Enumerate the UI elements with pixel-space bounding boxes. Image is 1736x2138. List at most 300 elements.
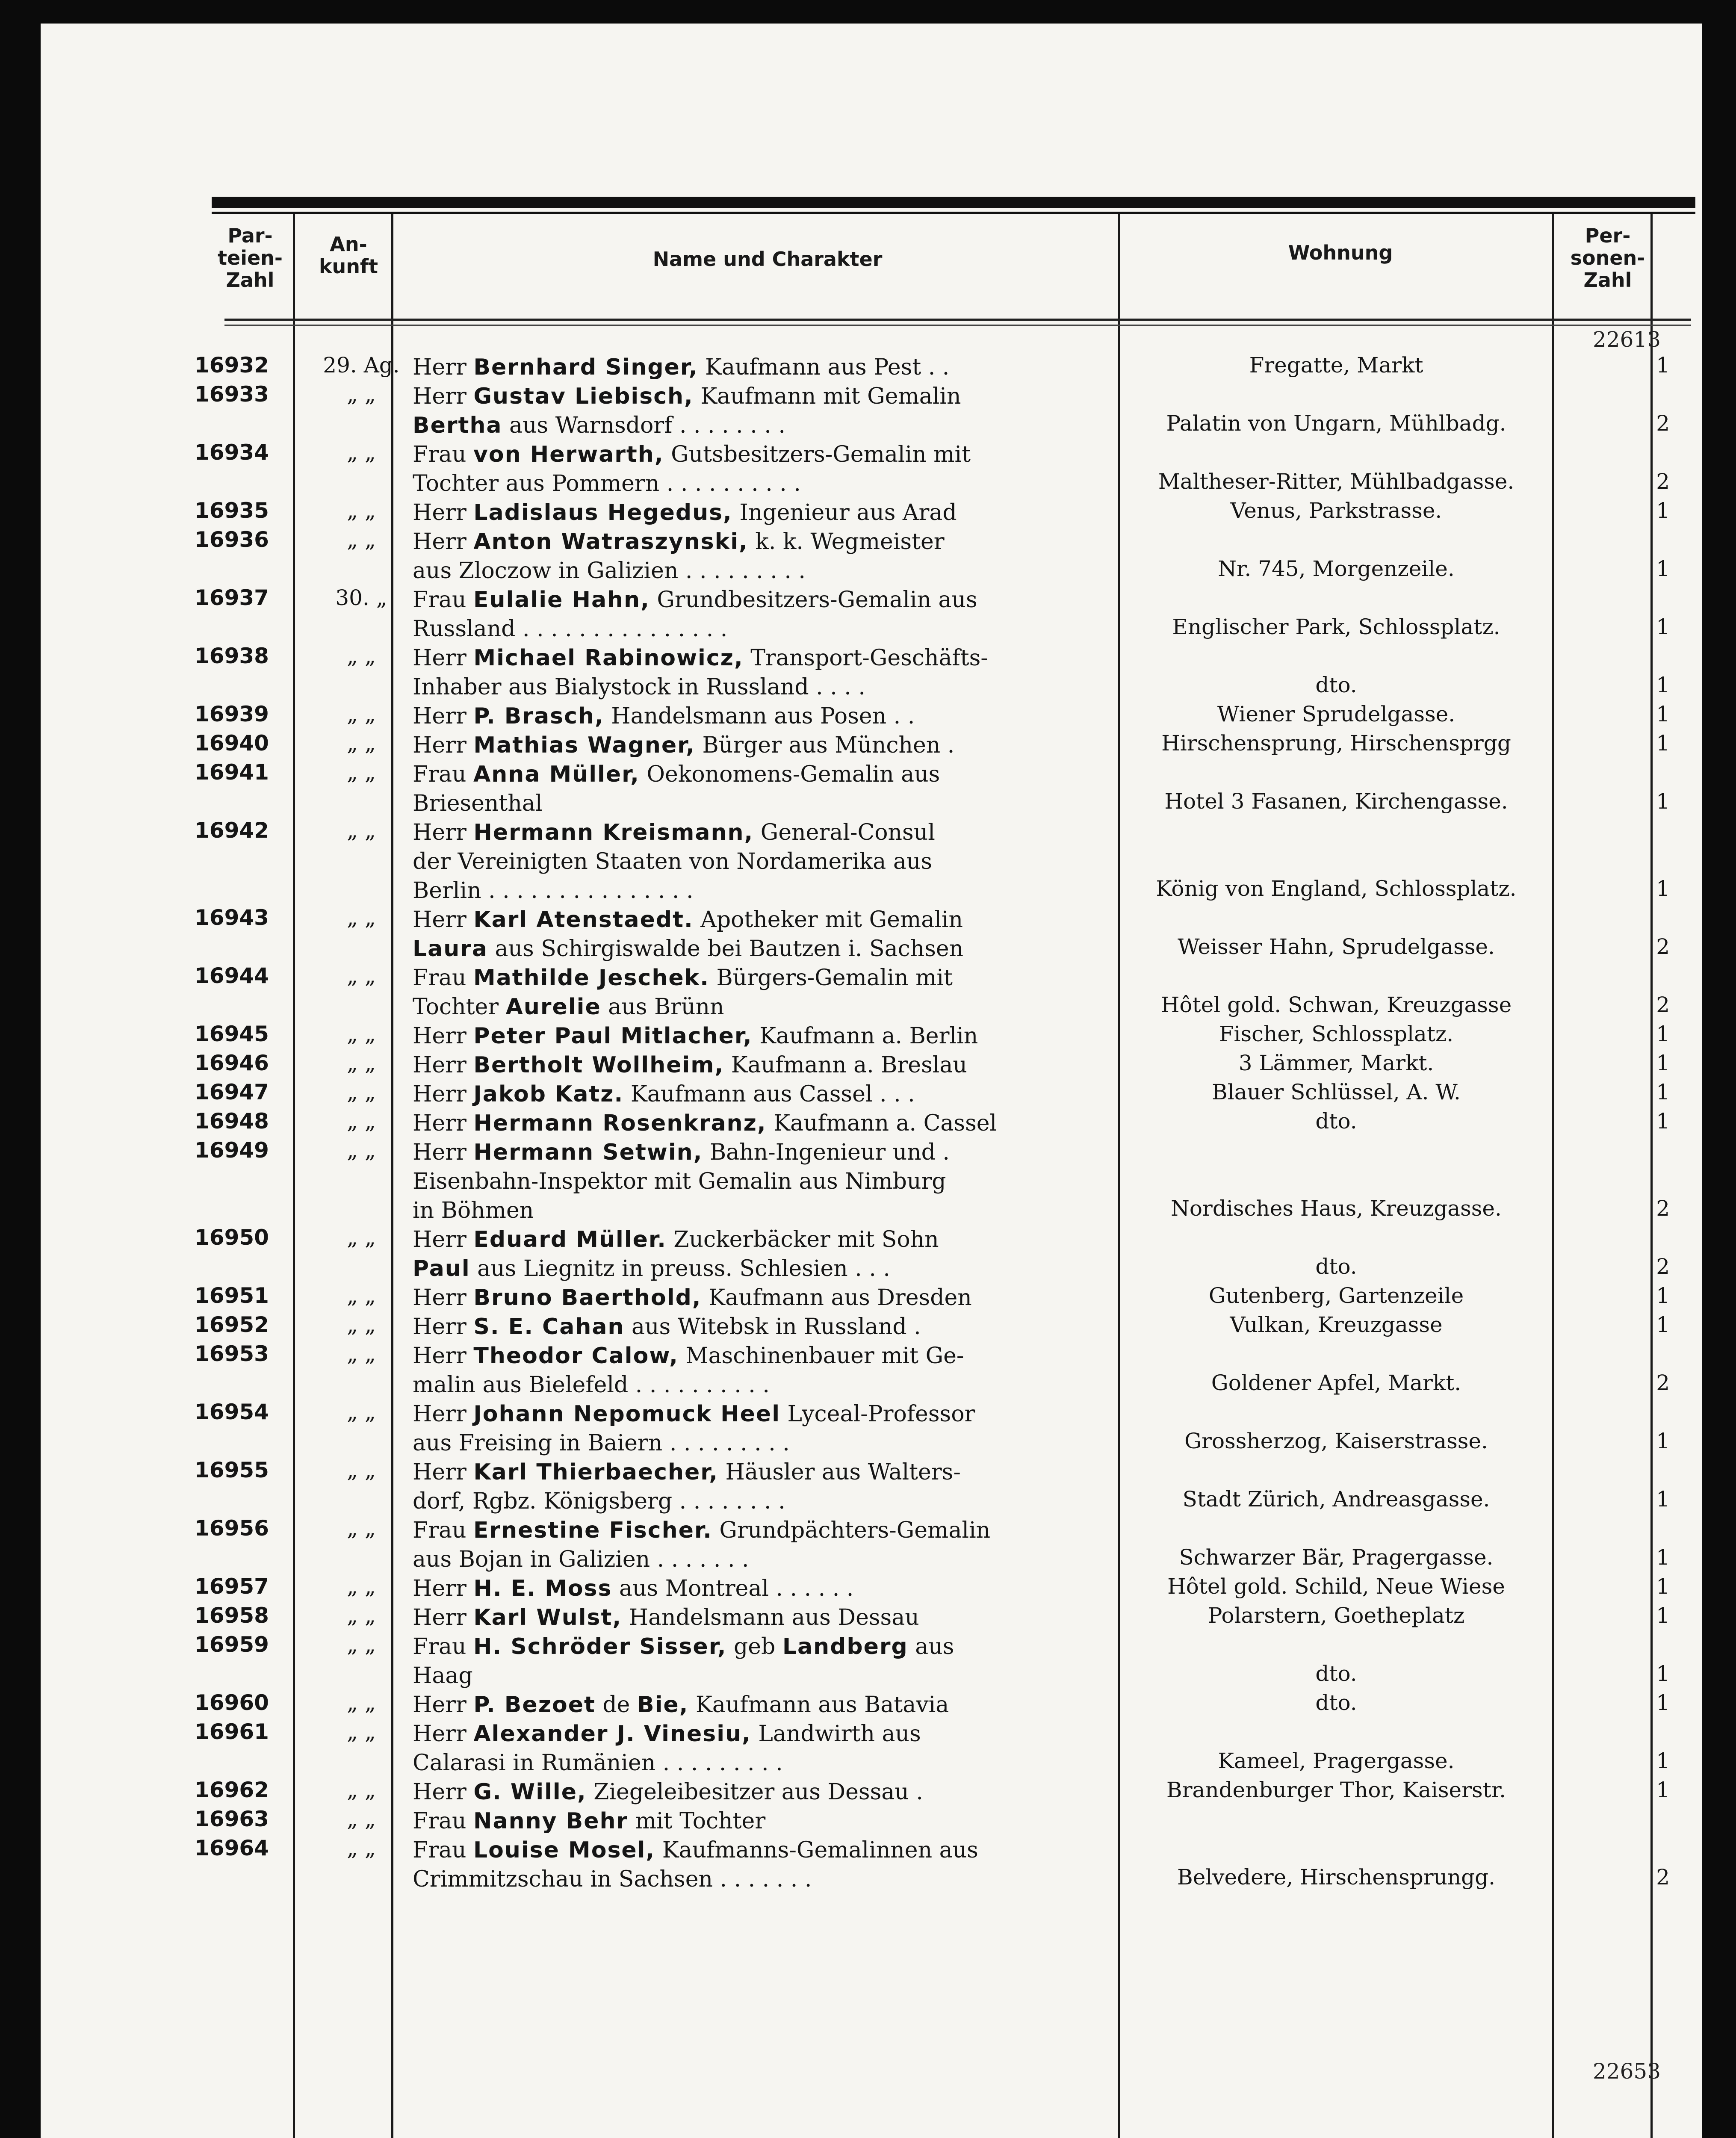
ledger-row — [41, 382, 1702, 440]
residence: Englischer Park, Schlossplatz. — [1172, 614, 1500, 639]
arrival-date: „ „ — [347, 1312, 376, 1337]
description: Kaufmann aus Pest . . — [698, 354, 950, 380]
residence: dto. — [1315, 1109, 1357, 1134]
name-line — [413, 905, 1142, 934]
title: Frau — [413, 1808, 473, 1834]
name-and-character — [413, 1225, 1142, 1283]
title: Frau — [413, 587, 473, 613]
description: Kaufmann a. Breslau — [724, 1052, 967, 1078]
header-persons: Per-sonen-Zahl — [1570, 224, 1645, 292]
person-name: Johann Nepomuck Heel — [473, 1401, 781, 1427]
persons-count: 1 — [1656, 1022, 1670, 1046]
title: Frau — [413, 965, 473, 991]
title: Frau — [413, 442, 473, 467]
arrival-date: „ „ — [347, 644, 376, 668]
party-number: 16951 — [195, 1283, 269, 1308]
title: Frau — [413, 1634, 473, 1660]
party-number: 16948 — [195, 1109, 269, 1134]
person-name: Mathias Wagner, — [473, 732, 695, 758]
description: aus Liegnitz in preuss. Schlesien . . . — [470, 1256, 890, 1282]
residence: dto. — [1315, 1690, 1357, 1715]
person-name: Michael Rabinowicz, — [473, 645, 744, 671]
description: Calarasi in Rumänien . . . . . . . . . — [413, 1750, 783, 1776]
description: Kaufmann aus Dresden — [701, 1285, 972, 1311]
name-line — [413, 1778, 1142, 1807]
arrival-date: 29. Ag. — [323, 353, 400, 378]
person-name: Mathilde Jeschek. — [473, 965, 709, 991]
name-line — [413, 556, 1142, 585]
description: Bahn-Ingenieur und . — [703, 1140, 950, 1165]
name-and-character — [413, 527, 1142, 585]
ledger-row — [41, 905, 1702, 963]
ledger-row — [41, 1836, 1702, 1894]
person-name: Eduard Müller. — [473, 1227, 667, 1252]
name-and-character — [413, 963, 1142, 1022]
title: Herr — [413, 384, 474, 409]
arrival-date: „ „ — [347, 1138, 376, 1163]
name-line — [413, 1487, 1142, 1516]
name-line — [413, 382, 1142, 411]
description: k. k. Wegmeister — [748, 529, 945, 555]
arrival-date: „ „ — [347, 963, 376, 988]
description: General-Consul — [753, 820, 935, 845]
persons-count: 1 — [1656, 1283, 1670, 1308]
title: Herr — [413, 1343, 474, 1369]
persons-count: 1 — [1656, 498, 1670, 523]
description: Eisenbahn-Inspektor mit Gemalin aus Nimburg — [413, 1169, 946, 1194]
name-line — [413, 1312, 1142, 1341]
description: Häusler aus Walters- — [718, 1459, 961, 1485]
description: Ziegeleibesitzer aus Dessau . — [586, 1779, 923, 1805]
name-line — [413, 1574, 1142, 1603]
party-number: 16958 — [195, 1603, 269, 1628]
name-line — [413, 644, 1142, 673]
persons-count: 2 — [1656, 934, 1670, 959]
description: aus Montreal . . . . . . — [612, 1576, 854, 1601]
description: Grundbesitzers-Gemalin aus — [650, 587, 977, 613]
title: Frau — [413, 1837, 473, 1863]
person-name: Jakob Katz. — [473, 1081, 624, 1107]
name-and-character — [413, 1400, 1142, 1458]
party-number: 16937 — [195, 585, 269, 610]
residence: Wiener Sprudelgasse. — [1217, 702, 1456, 726]
residence: dto. — [1315, 1254, 1357, 1279]
description: aus Brünn — [601, 994, 724, 1020]
persons-count: 1 — [1656, 702, 1670, 726]
arrival-date: 30. „ — [335, 585, 387, 610]
header-rule — [224, 319, 1691, 321]
person-name: Hermann Kreismann, — [473, 820, 754, 845]
description: mit Tochter — [628, 1808, 766, 1834]
person-name: Bertholt Wollheim, — [473, 1052, 724, 1078]
person-name: Aurelie — [505, 994, 601, 1020]
residence: Stadt Zürich, Andreasgasse. — [1182, 1487, 1490, 1512]
name-line — [413, 440, 1142, 469]
name-line — [413, 1836, 1142, 1865]
title: Herr — [413, 1285, 474, 1311]
persons-count: 1 — [1656, 1080, 1670, 1104]
persons-count: 1 — [1656, 1429, 1670, 1453]
persons-count: 1 — [1656, 1574, 1670, 1599]
ledger-row — [41, 1400, 1702, 1458]
arrival-date: „ „ — [347, 498, 376, 523]
ledger-row — [41, 1341, 1702, 1400]
arrival-date: „ „ — [347, 1574, 376, 1599]
description: Kaufmann mit Gemalin — [693, 384, 961, 409]
title: Herr — [413, 1110, 474, 1136]
title: Frau — [413, 762, 473, 787]
title: Herr — [413, 1576, 474, 1601]
person-name: Nanny Behr — [473, 1808, 629, 1834]
ledger-row — [41, 498, 1702, 527]
title: Herr — [413, 1081, 474, 1107]
party-number: 16934 — [195, 440, 269, 465]
header-name: Name und Charakter — [652, 248, 883, 271]
party-number: 16957 — [195, 1574, 269, 1599]
ledger-row — [41, 1312, 1702, 1341]
arrival-date: „ „ — [347, 440, 376, 465]
persons-count: 2 — [1656, 992, 1670, 1017]
arrival-date: „ „ — [347, 1341, 376, 1366]
ledger-row — [41, 702, 1702, 731]
name-line — [413, 731, 1142, 760]
description: aus — [908, 1634, 954, 1660]
description: Inhaber aus Bialystock in Russland . . . . — [413, 674, 865, 700]
arrival-date: „ „ — [347, 1690, 376, 1715]
header-party-no: Par-teien-Zahl — [218, 224, 283, 292]
carry-in-total: 22613 — [1593, 327, 1661, 352]
description: Gutsbesitzers-Gemalin mit — [664, 442, 971, 467]
person-name: von Herwarth, — [473, 442, 664, 467]
arrival-date: „ „ — [347, 382, 376, 407]
name-line — [413, 1719, 1142, 1748]
ledger-row — [41, 644, 1702, 702]
name-line — [413, 963, 1142, 992]
description: Kaufmann a. Cassel — [766, 1110, 997, 1136]
party-number: 16932 — [195, 353, 269, 378]
title: Herr — [413, 1779, 474, 1805]
arrival-date: „ „ — [347, 702, 376, 726]
title: Herr — [413, 1692, 474, 1718]
arrival-date: „ „ — [347, 818, 376, 843]
name-line — [413, 1225, 1142, 1254]
name-line — [413, 1254, 1142, 1283]
name-line — [413, 1748, 1142, 1778]
ledger-row — [41, 353, 1702, 382]
name-and-character — [413, 731, 1142, 760]
party-number: 16961 — [195, 1719, 269, 1744]
residence: Palatin von Ungarn, Mühlbadg. — [1166, 411, 1506, 436]
name-and-character — [413, 1632, 1142, 1690]
party-number: 16940 — [195, 731, 269, 756]
description: dorf, Rgbz. Königsberg . . . . . . . . — [413, 1488, 785, 1514]
title: Herr — [413, 1721, 474, 1747]
party-number: 16963 — [195, 1807, 269, 1831]
top-rule-thin — [212, 212, 1695, 214]
description: Kaufmanns-Gemalinnen aus — [655, 1837, 978, 1863]
party-number: 16944 — [195, 963, 269, 988]
residence: Goldener Apfel, Markt. — [1211, 1370, 1461, 1395]
title: Herr — [413, 354, 474, 380]
arrival-date: „ „ — [347, 760, 376, 785]
name-and-character — [413, 1778, 1142, 1807]
ledger-row — [41, 1719, 1702, 1778]
persons-count: 1 — [1656, 731, 1670, 756]
persons-count: 2 — [1656, 411, 1670, 436]
name-and-character — [413, 1516, 1142, 1574]
description: Kaufmann aus Cassel . . . — [623, 1081, 915, 1107]
persons-count: 1 — [1656, 673, 1670, 697]
description — [630, 1692, 637, 1718]
persons-count: 2 — [1656, 1865, 1670, 1890]
name-line — [413, 1109, 1142, 1138]
title: Herr — [413, 1401, 474, 1427]
residence: Fischer, Schlossplatz. — [1219, 1022, 1454, 1046]
persons-count: 2 — [1656, 1370, 1670, 1395]
name-and-character — [413, 1836, 1142, 1894]
persons-count: 1 — [1656, 1690, 1670, 1715]
person-name: Eulalie Hahn, — [473, 587, 650, 613]
person-name: Karl Wulst, — [473, 1605, 622, 1630]
residence: Maltheser-Ritter, Mühlbadgasse. — [1158, 469, 1515, 494]
party-number: 16943 — [195, 905, 269, 930]
person-name: Laura — [413, 936, 488, 962]
description: Bürger aus München . — [695, 732, 955, 758]
person-name: Hermann Setwin, — [473, 1140, 703, 1165]
person-name: Ladislaus Hegedus, — [473, 500, 732, 526]
ledger-row — [41, 818, 1702, 905]
ledger-row — [41, 1778, 1702, 1807]
party-number: 16935 — [195, 498, 269, 523]
name-and-character — [413, 1719, 1142, 1778]
name-line — [413, 1865, 1142, 1894]
name-and-character — [413, 1109, 1142, 1138]
name-and-character — [413, 585, 1142, 644]
name-and-character — [413, 1458, 1142, 1516]
person-name: Anton Watraszynski, — [473, 529, 748, 555]
ledger-row — [41, 1080, 1702, 1109]
arrival-date: „ „ — [347, 1836, 376, 1860]
title: Herr — [413, 732, 474, 758]
person-name: Theodor Calow, — [473, 1343, 679, 1369]
person-name: H. E. Moss — [473, 1576, 612, 1601]
name-line — [413, 1283, 1142, 1312]
residence: Hirschensprung, Hirschensprgg — [1161, 731, 1511, 756]
name-line — [413, 847, 1142, 876]
residence: Brandenburger Thor, Kaiserstr. — [1166, 1778, 1506, 1802]
residence: Nordisches Haus, Kreuzgasse. — [1171, 1196, 1502, 1221]
persons-count: 2 — [1656, 1254, 1670, 1279]
name-line — [413, 1632, 1142, 1661]
name-line — [413, 1429, 1142, 1458]
name-line — [413, 1545, 1142, 1574]
title: Herr — [413, 907, 474, 933]
title: Herr — [413, 1140, 474, 1165]
name-and-character — [413, 1312, 1142, 1341]
party-number: 16959 — [195, 1632, 269, 1657]
person-name: S. E. Cahan — [473, 1314, 625, 1340]
name-and-character — [413, 1574, 1142, 1603]
residence: Hôtel gold. Schwan, Kreuzgasse — [1160, 992, 1512, 1017]
name-line — [413, 1370, 1142, 1400]
persons-count: 1 — [1656, 556, 1670, 581]
party-number: 16939 — [195, 702, 269, 726]
name-line — [413, 527, 1142, 556]
residence: Grossherzog, Kaiserstrasse. — [1184, 1429, 1488, 1453]
title: Herr — [413, 500, 474, 526]
persons-count: 1 — [1656, 1487, 1670, 1512]
ledger-row — [41, 963, 1702, 1022]
name-and-character — [413, 1051, 1142, 1080]
party-number: 16946 — [195, 1051, 269, 1075]
name-line — [413, 1022, 1142, 1051]
arrival-date: „ „ — [347, 1022, 376, 1046]
persons-count: 1 — [1656, 1545, 1670, 1570]
ledger-row — [41, 1109, 1702, 1138]
persons-count: 1 — [1656, 1778, 1670, 1802]
residence: Gutenberg, Gartenzeile — [1208, 1283, 1464, 1308]
name-line — [413, 934, 1142, 963]
arrival-date: „ „ — [347, 1516, 376, 1541]
name-and-character — [413, 353, 1142, 382]
ledger-row — [41, 1283, 1702, 1312]
name-line — [413, 1341, 1142, 1370]
name-and-character — [413, 818, 1142, 905]
arrival-date: „ „ — [347, 1225, 376, 1250]
name-line — [413, 1138, 1142, 1167]
name-line — [413, 992, 1142, 1022]
description: Ingenieur aus Arad — [732, 500, 957, 526]
arrival-date: „ „ — [347, 1603, 376, 1628]
carry-out-total: 22653 — [1593, 2059, 1661, 2084]
party-number: 16950 — [195, 1225, 269, 1250]
title: Herr — [413, 1227, 474, 1252]
description — [775, 1634, 782, 1660]
persons-count: 1 — [1656, 1748, 1670, 1773]
arrival-date: „ „ — [347, 905, 376, 930]
header-rule-thin — [224, 325, 1691, 326]
description: aus Freising in Baiern . . . . . . . . . — [413, 1430, 790, 1456]
ledger-row — [41, 1516, 1702, 1574]
top-rule — [212, 197, 1695, 208]
person-name: Karl Thierbaecher, — [473, 1459, 719, 1485]
party-number: 16945 — [195, 1022, 269, 1046]
name-line — [413, 353, 1142, 382]
person-name: Landberg — [782, 1634, 908, 1660]
person-name: Paul — [413, 1256, 470, 1282]
person-name: Bertha — [413, 413, 502, 438]
description: Apotheker mit Gemalin — [693, 907, 963, 933]
description: Kaufmann a. Berlin — [752, 1023, 978, 1049]
name-line — [413, 760, 1142, 789]
name-line — [413, 1458, 1142, 1487]
name-line — [413, 411, 1142, 440]
title: Herr — [413, 645, 474, 671]
persons-count: 1 — [1656, 614, 1670, 639]
ledger-row — [41, 1690, 1702, 1719]
arrival-date: „ „ — [347, 1080, 376, 1104]
name-line — [413, 585, 1142, 614]
name-line — [413, 498, 1142, 527]
arrival-date: „ „ — [347, 1807, 376, 1831]
party-number: 16955 — [195, 1458, 269, 1482]
persons-count: 1 — [1656, 876, 1670, 901]
party-number: 16933 — [195, 382, 269, 407]
name-line — [413, 818, 1142, 847]
party-number: 16954 — [195, 1400, 269, 1424]
party-number: 16962 — [195, 1778, 269, 1802]
party-number: 16941 — [195, 760, 269, 785]
arrival-date: „ „ — [347, 731, 376, 756]
residence: Fregatte, Markt — [1249, 353, 1423, 378]
name-and-character — [413, 1283, 1142, 1312]
description: der Vereinigten Staaten von Nordamerika aus — [413, 849, 933, 874]
description: Tochter aus Pommern . . . . . . . . . . — [413, 471, 801, 496]
person-name: P. Brasch, — [473, 703, 604, 729]
residence: 3 Lämmer, Markt. — [1238, 1051, 1434, 1075]
name-and-character — [413, 1603, 1142, 1632]
description: Grundpächters-Gemalin — [712, 1518, 991, 1543]
person-name: H. Schröder Sisser, — [473, 1634, 727, 1660]
residence: Nr. 745, Morgenzeile. — [1218, 556, 1455, 581]
name-line — [413, 1661, 1142, 1690]
name-line — [413, 876, 1142, 905]
arrival-date: „ „ — [347, 1283, 376, 1308]
header-arrival: An-kunft — [319, 233, 378, 278]
residence: Hotel 3 Fasanen, Kirchengasse. — [1164, 789, 1508, 814]
person-name: Anna Müller, — [473, 762, 640, 787]
ledger-row — [41, 440, 1702, 498]
name-line — [413, 1400, 1142, 1429]
residence: Blauer Schlüssel, A. W. — [1212, 1080, 1461, 1104]
description: aus Witebsk in Russland . — [624, 1314, 921, 1340]
title: Herr — [413, 529, 474, 555]
arrival-date: „ „ — [347, 1051, 376, 1075]
ledger-row — [41, 585, 1702, 644]
name-line — [413, 1196, 1142, 1225]
ledger-row — [41, 1138, 1702, 1225]
description: Oekonomens-Gemalin aus — [639, 762, 940, 787]
name-line — [413, 1167, 1142, 1196]
name-and-character — [413, 1341, 1142, 1400]
persons-count: 1 — [1656, 1603, 1670, 1628]
name-line — [413, 469, 1142, 498]
ledger-page — [41, 24, 1702, 2138]
persons-count: 2 — [1656, 1196, 1670, 1221]
ledger-row — [41, 1603, 1702, 1632]
name-and-character — [413, 702, 1142, 731]
person-name: G. Wille, — [473, 1779, 587, 1805]
name-line — [413, 1603, 1142, 1632]
party-number: 16964 — [195, 1836, 269, 1860]
residence: König von England, Schlossplatz. — [1156, 876, 1517, 901]
residence: Kameel, Pragergasse. — [1218, 1748, 1455, 1773]
residence: Polarstern, Goetheplatz — [1208, 1603, 1465, 1628]
residence: Belvedere, Hirschensprungg. — [1177, 1865, 1496, 1890]
person-name: P. Bezoet — [473, 1692, 596, 1718]
description: Berlin . . . . . . . . . . . . . . . — [413, 878, 694, 904]
person-name: Gustav Liebisch, — [473, 384, 694, 409]
title: Herr — [413, 703, 474, 729]
name-line — [413, 673, 1142, 702]
person-name: Karl Atenstaedt. — [473, 907, 694, 933]
description: Haag — [413, 1663, 473, 1689]
persons-count: 1 — [1656, 1661, 1670, 1686]
name-line — [413, 1807, 1142, 1836]
name-line — [413, 1690, 1142, 1719]
name-line — [413, 1051, 1142, 1080]
person-name: Ernestine Fischer. — [473, 1518, 712, 1543]
